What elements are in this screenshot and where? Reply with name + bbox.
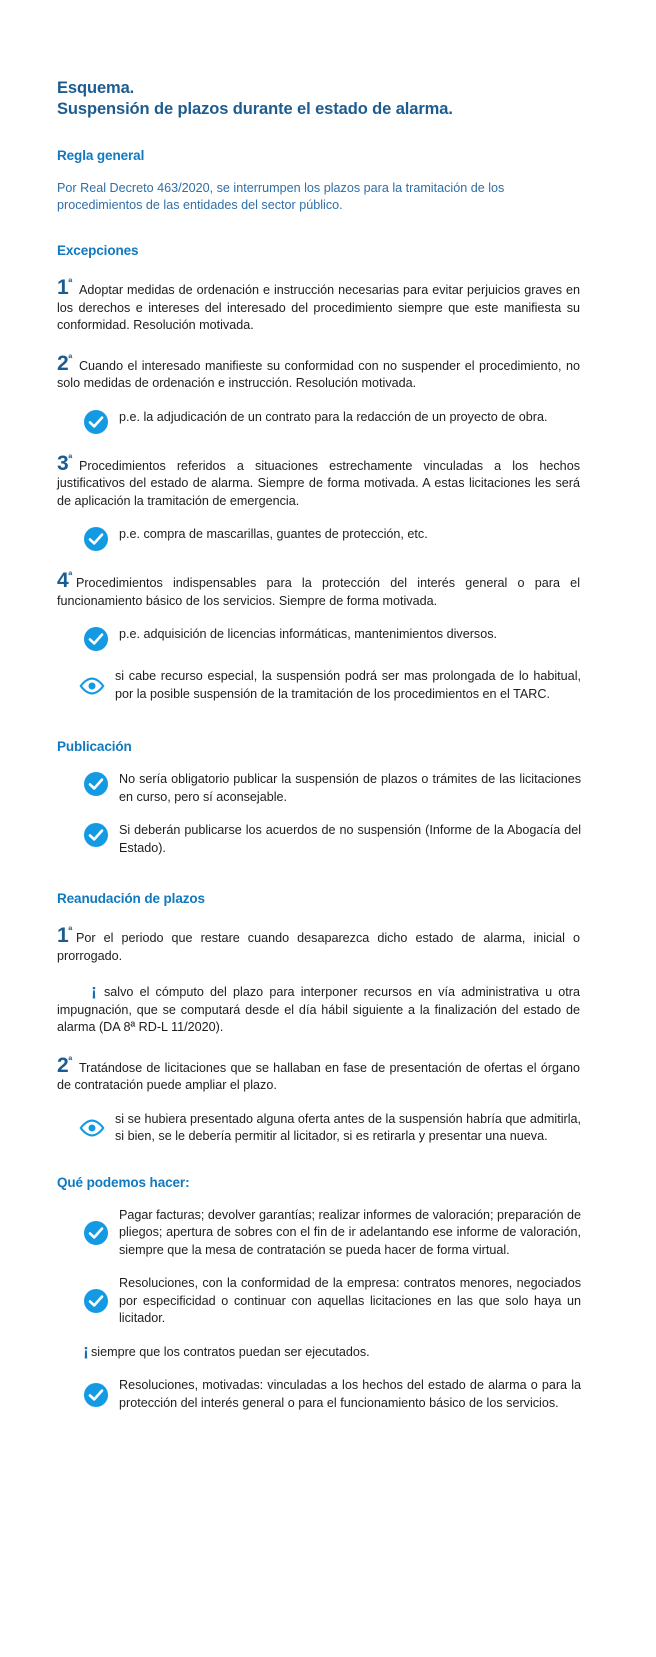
list-item-label: si cabe recurso especial, la suspensión podrá ser mas prolongada de lo habitual, por la posible suspensión de la tramitación de los procedimientos en el TARC. bbox=[115, 669, 581, 701]
list-item bbox=[83, 822, 581, 857]
check-circle-icon bbox=[83, 1382, 109, 1408]
page-title-line-2: Suspensión de plazos durante el estado de alarma. bbox=[57, 100, 453, 118]
section-heading-que-podemos-hacer: Qué podemos hacer: bbox=[57, 1174, 190, 1190]
check-circle-icon bbox=[83, 409, 109, 435]
list-item bbox=[83, 771, 581, 806]
note-text: siempre que los contratos puedan ser ejecutados. bbox=[91, 1344, 370, 1359]
inverted-exclamation-icon: ¡ bbox=[91, 981, 97, 1000]
list-item-label: si se hubiera presentado alguna oferta antes de la suspensión habría que admitirla, si bien, se le debería permitir al licitador, si es retirarla y presentar una nueva. bbox=[115, 1111, 581, 1143]
list-item bbox=[83, 626, 581, 652]
list-item-label: Pagar facturas; devolver garantías; realizar informes de valoración; preparación de pliegos; apertura de sobres con el fin de ir adelantando ese informe de valoración, siempre que la mesa de contratación se pueda hacer de forma virtual. bbox=[119, 1207, 582, 1257]
list-item-label: No sería obligatorio publicar la suspensión de plazos o trámites de las licitaciones en curso, pero sí aconsejable. bbox=[119, 772, 581, 804]
check-circle-icon bbox=[83, 526, 109, 552]
list-item-label: Si deberán publicarse los acuerdos de no suspensión (Informe de la Abogacía del Estado). bbox=[119, 823, 581, 855]
check-circle-icon bbox=[83, 1220, 109, 1246]
numbered-item bbox=[57, 569, 580, 610]
item-number: $1^ª$ bbox=[57, 924, 72, 947]
item-text: Por el periodo que restare cuando desaparezca dicho estado de alarma, inicial o prorrogado. bbox=[57, 931, 580, 963]
numbered-item bbox=[57, 924, 580, 965]
note-paragraph bbox=[81, 1342, 581, 1362]
inverted-exclamation-icon: ¡ bbox=[83, 1340, 89, 1360]
page-title-line-1: Esquema. bbox=[57, 79, 135, 97]
list-item bbox=[83, 526, 581, 552]
check-circle-icon bbox=[83, 771, 109, 797]
note-text: salvo el cómputo del plazo para interponer recursos en vía administrativa u otra impugnación, que se computará desde el día hábil siguiente a la finalización del estado de alarma (DA 8ª RD-L 11/2020). bbox=[57, 985, 580, 1034]
eye-icon bbox=[79, 1115, 105, 1141]
list-item bbox=[79, 1111, 581, 1146]
item-number: $3^ª$ bbox=[57, 451, 72, 475]
list-item-label: p.e. adquisición de licencias informáticas, mantenimientos diversos. bbox=[119, 627, 497, 641]
section-heading-reanudacion: Reanudación de plazos bbox=[57, 891, 205, 906]
content-column bbox=[57, 0, 581, 1412]
item-number: $1^ª$ bbox=[57, 276, 72, 299]
list-item-label: Resoluciones, con la conformidad de la empresa: contratos menores, negociados por especificidad o continuar con aquellas licitaciones en las que solo haya un licitador. bbox=[119, 1276, 581, 1325]
list-item bbox=[83, 1275, 581, 1328]
numbered-item bbox=[57, 451, 580, 511]
list-item bbox=[83, 409, 581, 435]
item-number: $2^ª$ bbox=[57, 1053, 72, 1077]
item-text: Adoptar medidas de ordenación e instrucción necesarias para evitar perjuicios graves en los derechos e intereses del interesado del procedimiento siempre que este manifiesta su conformidad. Resolución motivada. bbox=[57, 283, 580, 332]
item-text: Cuando el interesado manifieste su conformidad con no suspender el procedimiento, no solo medidas de ordenación e instrucción. Resolución motivada. bbox=[57, 358, 580, 390]
numbered-item bbox=[57, 1053, 580, 1095]
list-item bbox=[79, 668, 581, 703]
item-number: $2^ª$ bbox=[57, 351, 72, 375]
check-circle-icon bbox=[83, 822, 109, 848]
note-paragraph bbox=[57, 982, 580, 1037]
check-circle-icon bbox=[83, 1288, 109, 1314]
regla-general-intro-text: Por Real Decreto 463/2020, se interrumpen los plazos para la tramitación de los procedimientos de las entidades del sector público. bbox=[57, 181, 505, 212]
numbered-item bbox=[57, 351, 580, 393]
list-item bbox=[83, 1207, 581, 1260]
list-item-label: p.e. compra de mascarillas, guantes de protección, etc. bbox=[119, 527, 428, 541]
item-number: $4^ª$ bbox=[57, 569, 72, 592]
section-heading-regla-general: Regla general bbox=[57, 148, 145, 163]
section-heading-excepciones: Excepciones bbox=[57, 243, 139, 258]
list-item bbox=[83, 1377, 581, 1412]
page-title bbox=[57, 78, 581, 120]
item-text: Tratándose de licitaciones que se hallaban en fase de presentación de ofertas el órgano de contratación puede ampliar el plazo. bbox=[57, 1060, 580, 1092]
item-text: Procedimientos referidos a situaciones estrechamente vinculadas a los hechos justificativos del estado de alarma. Siempre de forma motivada. A estas licitaciones les será de aplicación la tramitación de emergencia. bbox=[57, 458, 580, 508]
numbered-item bbox=[57, 276, 580, 335]
section-heading-publicacion: Publicación bbox=[57, 739, 132, 754]
check-circle-icon bbox=[83, 626, 109, 652]
eye-icon bbox=[79, 673, 105, 699]
list-item-label: Resoluciones, motivadas: vinculadas a los hechos del estado de alarma o para la protección del interés general o para el funcionamiento básico de los servicios. bbox=[119, 1378, 581, 1410]
list-item-label: p.e. la adjudicación de un contrato para la redacción de un proyecto de obra. bbox=[119, 409, 548, 424]
item-text: Procedimientos indispensables para la protección del interés general o para el funcionamiento básico de los servicios. Siempre de forma motivada. bbox=[57, 576, 580, 608]
